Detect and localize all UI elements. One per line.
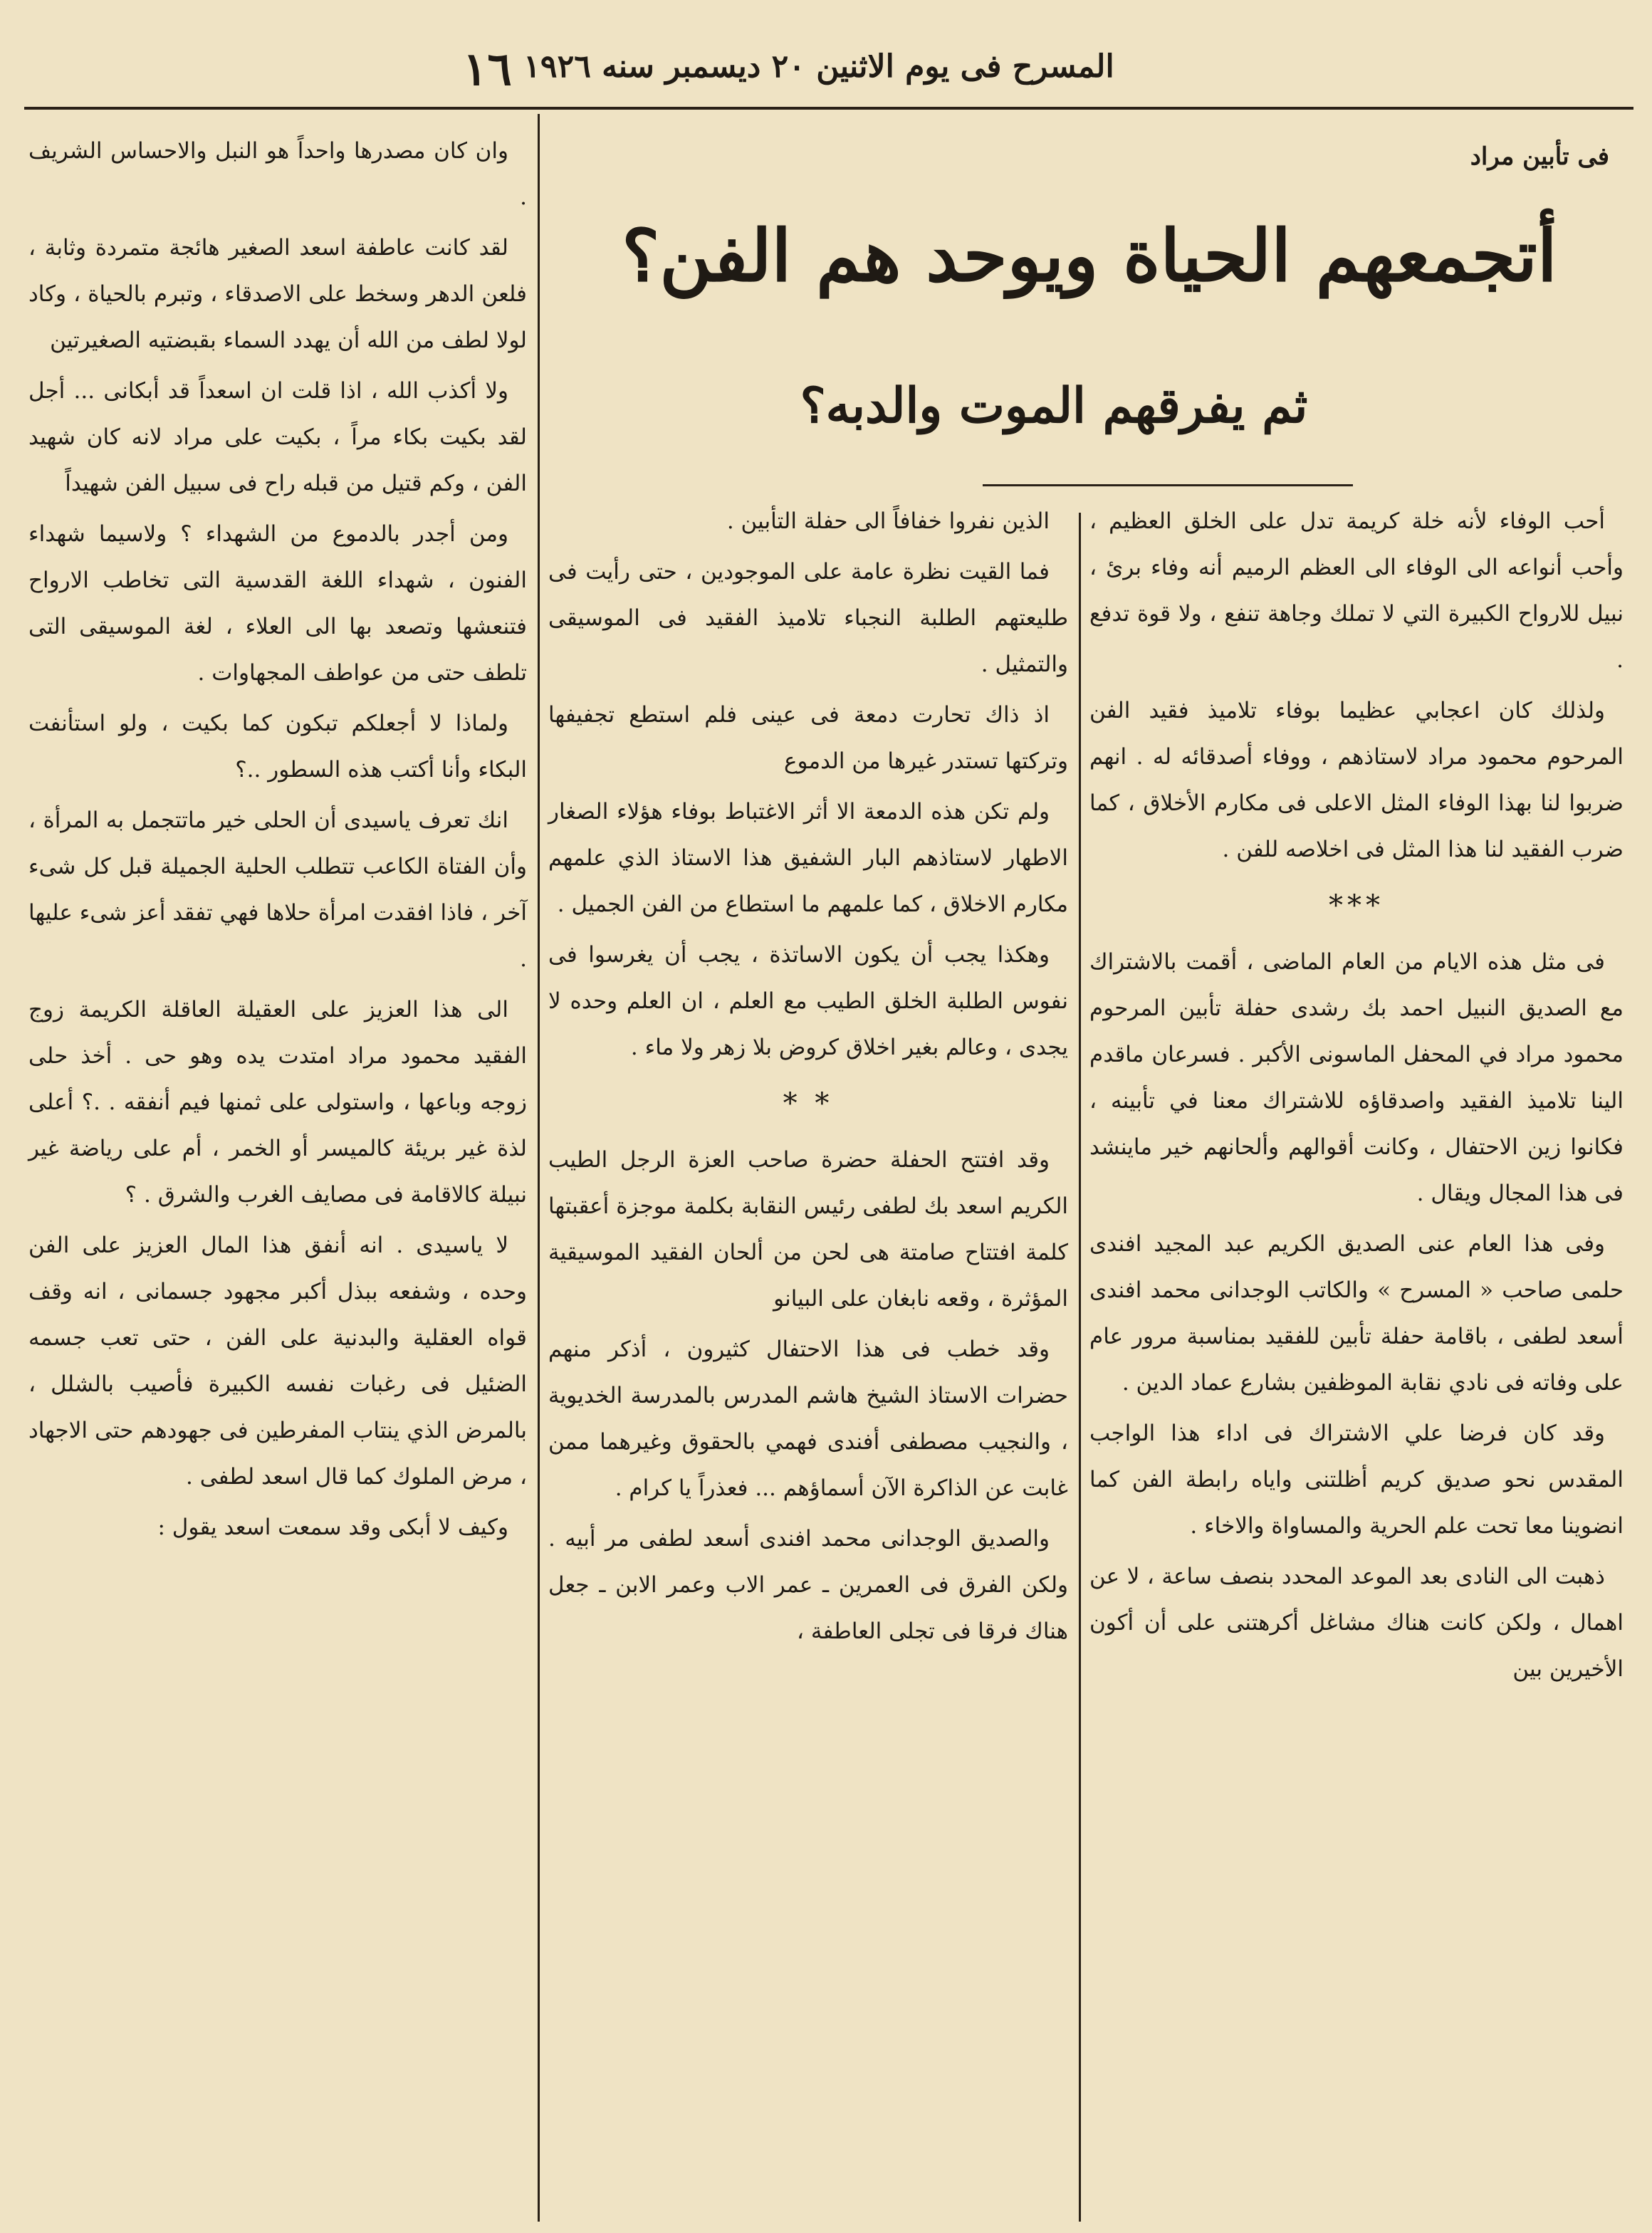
paragraph: فى مثل هذه الايام من العام الماضى ، أقمت بالاشتراك مع الصديق النبيل احمد بك رشدى حفلة تأبين المرحوم محمود مراد في المحفل الماسونى الأكبر . فسرعان ماقدم الينا تلاميذ الفقيد واصدقاؤه للاشتراك معنا في تأبينه ، فكانوا زين الاحتفال ، وكانت أقوالهم وألحانهم خير ماينشد فى هذا المجال ويقال . (1089, 949, 1624, 1206)
column-divider (1079, 513, 1081, 2222)
paragraph: وقد كان فرضا علي الاشتراك فى اداء هذا الواجب المقدس نحو صديق كريم أظلتنى واياه رابطة الفن كما انضوينا معا تحت علم الحرية والمساواة والاخاء . (1089, 1421, 1624, 1539)
article-tagline: فى تأبين مراد (1470, 142, 1609, 171)
headline-rule (983, 484, 1353, 486)
paragraph: انك تعرف ياسيدى أن الحلى خير ماتتجمل به المرأة ، وأن الفتاة الكاعب تتطلب الحلية الجميلة قبل كل شىء آخر ، فاذا افقدت امرأة حلاها فهي تفقد أعز شىء عليها . (28, 807, 527, 972)
paragraph: ذهبت الى النادى بعد الموعد المحدد بنصف ساعة ، لا عن اهمال ، ولكن كانت هناك مشاغل أكرهتنى على أن أكون الأخيرين بين (1089, 1564, 1624, 1682)
paragraph: ولا أكذب الله ، اذا قلت ان اسعداً قد أبكانى ... أجل لقد بكيت بكاء مراً ، بكيت على مراد لانه كان شهيد الفن ، وكم قتيل من قبله راح فى سبيل الفن شهيداً (28, 378, 527, 496)
article-headline: أتجمعهم الحياة ويوحد هم الفن؟ (622, 214, 1557, 298)
column-middle (548, 498, 1068, 1659)
paragraph: وقد افتتح الحفلة حضرة صاحب العزة الرجل الطيب الكريم اسعد بك لطفى رئيس النقابة بكلمة موجزة أعقبتها كلمة افتتاح صامتة هى لحن من ألحان الفقيد الموسيقية المؤثرة ، وقعه نابغان على البيانو (548, 1147, 1068, 1312)
running-header: المسرح فى يوم الاثنين ٢٠ ديسمبر سنه ١٩٢٦ (523, 48, 1114, 85)
column-divider (538, 114, 540, 2222)
column-right (1089, 498, 1624, 1697)
page-number: ١٦ (463, 43, 512, 96)
paragraph: وكيف لا أبكى وقد سمعت اسعد يقول : (157, 1515, 508, 1540)
paragraph: ومن أجدر بالدموع من الشهداء ؟ ولاسيما شهداء الفنون ، شهداء اللغة القدسية التى تخاطب الارواح فتنعشها وتصعد بها الى العلاء ، لغة الموسيقى التى تلطف حتى من عواطف المجهاوات . (28, 521, 527, 686)
paragraph: الى هذا العزيز على العقيلة العاقلة الكريمة زوج الفقيد محمود مراد امتدت يده وهو حى . أخذ حلى زوجه وباعها ، واستولى على ثمنها فيم أنفقه . .؟ أعلى لذة غير بريئة كالميسر أو الخمر ، أم على رياضة غير نبيلة كالاقامة فى مصايف الغرب والشرق . ؟ (28, 997, 527, 1208)
paragraph: ولماذا لا أجعلكم تبكون كما بكيت ، ولو استأنفت البكاء وأنا أكتب هذه السطور ..؟ (28, 711, 527, 783)
section-separator: * * (783, 1087, 834, 1120)
column-left (28, 128, 527, 1555)
section-separator: *** (1329, 889, 1384, 922)
paragraph: لقد كانت عاطفة اسعد الصغير هائجة متمردة وثابة ، فلعن الدهر وسخط على الاصدقاء ، وتبرم بالحياة ، وكاد لولا لطف من الله أن يهدد السماء بقبضتيه الصغيرتين (28, 235, 527, 353)
header-rule (24, 107, 1633, 110)
article-subheadline: ثم يفرقهم الموت والدبه؟ (800, 377, 1308, 434)
paragraph: فما القيت نظرة عامة على الموجودين ، حتى رأيت فى طليعتهم الطلبة النجباء تلاميذ الفقيد فى الموسيقى والتمثيل . (548, 559, 1068, 677)
paragraph: ولذلك كان اعجابي عظيما بوفاء تلاميذ فقيد الفن المرحوم محمود مراد لاستاذهم ، ووفاء أصدقائه له . انهم ضربوا لنا بهذا الوفاء المثل الاعلى فى مكارم الأخلاق ، كما ضرب الفقيد لنا هذا المثل فى اخلاصه للفن . (1089, 698, 1624, 862)
paragraph: الذين نفروا خفافاً الى حفلة التأبين . (726, 508, 1050, 534)
paragraph: وفى هذا العام عنى الصديق الكريم عبد المجيد افندى حلمى صاحب « المسرح » والكاتب الوجدانى محمد افندى أسعد لطفى ، باقامة حفلة تأبين للفقيد بمناسبة مرور عام على وفاته فى نادي نقابة الموظفين بشارع عماد الدين . (1089, 1231, 1624, 1396)
paragraph: لا ياسيدى . انه أنفق هذا المال العزيز على الفن وحده ، وشفعه ببذل أكبر مجهود جسمانى ، انه وقف قواه العقلية والبدنية على الفن ، حتى تعب جسمه الضئيل فى رغبات نفسه الكبيرة فأصيب بالشلل ، بالمرض الذي ينتاب المفرطين فى جهودهم حتى الاجهاد ، مرض الملوك كما قال اسعد لطفى . (28, 1233, 527, 1490)
paragraph: وان كان مصدرها واحداً هو النبل والاحساس الشريف . (28, 138, 527, 210)
paragraph: اذ ذاك تحارت دمعة فى عينى فلم استطع تجفيفها وتركتها تستدر غيرها من الدموع (548, 702, 1068, 774)
paragraph: وقد خطب فى هذا الاحتفال كثيرون ، أذكر منهم حضرات الاستاذ الشيخ هاشم المدرس بالمدرسة الخديوية ، والنجيب مصطفى أفندى فهمي بالحقوق وغيرهما ممن غابت عن الذاكرة الآن أسماؤهم ... فعذراً يا كرام . (548, 1337, 1068, 1501)
paragraph: ولم تكن هذه الدمعة الا أثر الاغتباط بوفاء هؤلاء الصغار الاطهار لاستاذهم البار الشفيق هذا الاستاذ الذي علمهم مكارم الاخلاق ، كما علمهم ما استطاع من الفن الجميل . (548, 799, 1068, 917)
paragraph: أحب الوفاء لأنه خلة كريمة تدل على الخلق العظيم ، وأحب أنواعه الى الوفاء الى العظم الرميم أنه وفاء برئ ، نبيل للارواح الكبيرة التي لا تملك وجاهة تنفع ، ولا قوة تدفع . (1089, 508, 1624, 673)
paragraph: وهكذا يجب أن يكون الاساتذة ، يجب أن يغرسوا فى نفوس الطلبة الخلق الطيب مع العلم ، ان العلم وحده لا يجدى ، وعالم بغير اخلاق كروض بلا زهر ولا ماء . (548, 942, 1068, 1060)
paragraph: والصديق الوجدانى محمد افندى أسعد لطفى مر أبيه . ولكن الفرق فى العمرين ـ عمر الاب وعمر الابن ـ جعل هناك فرقا فى تجلى العاطفة ، (548, 1526, 1068, 1644)
